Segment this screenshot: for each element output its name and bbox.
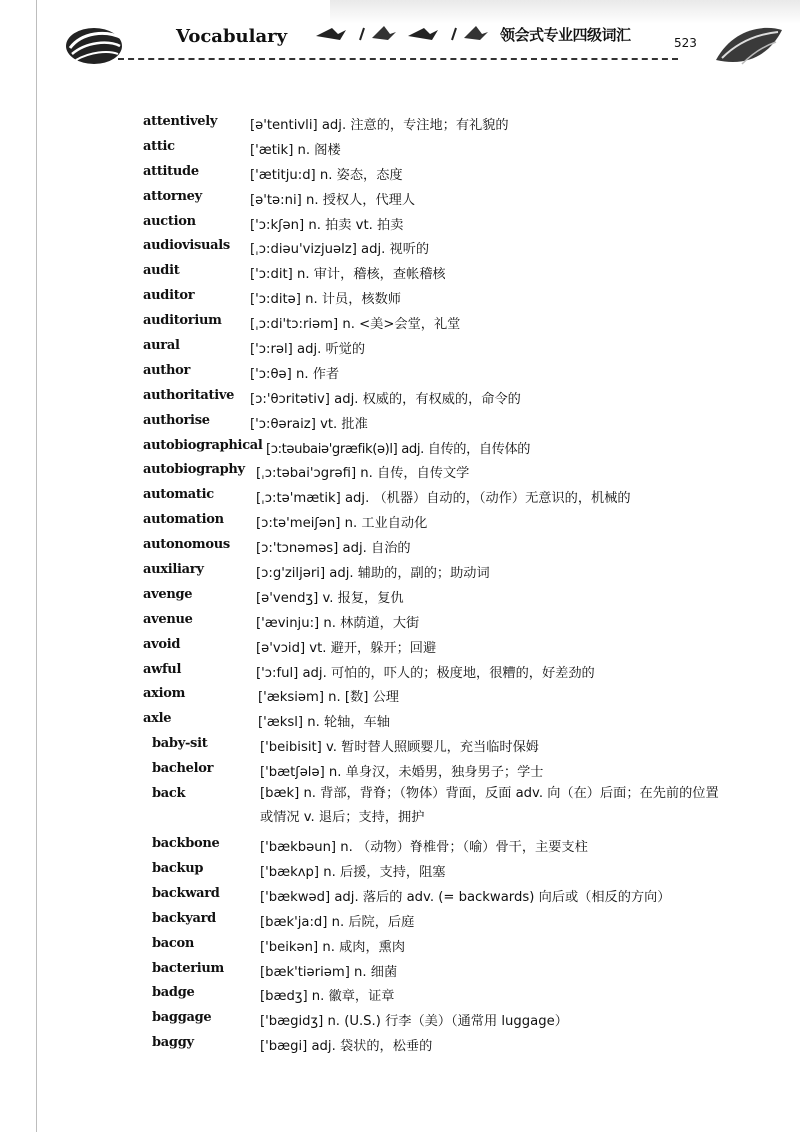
list-item (0, 907, 800, 932)
list-item (0, 1006, 800, 1031)
entry-word: autonomous (143, 537, 230, 553)
entry-word: autobiographical (143, 437, 263, 453)
entry-definition: ['beikən] n. 咸肉，熏肉 (260, 939, 406, 955)
entry-definition: ['bækwəd] adj. 落后的 adv. (= backwards) 向后或（相反的方向） (260, 889, 671, 905)
entry-word: avoid (143, 636, 181, 652)
entry-definition: ['ɔ:ditə] n. 计员，核数师 (250, 292, 401, 308)
entry-definition: [ɔ:'θɔritətiv] adj. 权威的，有权威的，命令的 (250, 391, 521, 407)
leaf-ornament-right-icon (712, 20, 784, 76)
entry-word: awful (143, 661, 182, 677)
entry-definition: ['ɔ:rəl] adj. 听觉的 (250, 342, 366, 358)
list-item (0, 135, 800, 160)
list-item (0, 284, 800, 309)
list-item (0, 309, 800, 334)
header-subtitle: 领会式专业四级词汇 (500, 26, 631, 44)
entry-word: axiom (143, 686, 186, 702)
entry-definition: ['bætʃələ] n. 单身汉，未婚男，独身男子；学士 (260, 765, 544, 781)
list-item (0, 707, 800, 732)
bird-ornament-icon (312, 22, 502, 44)
entry-definition: [ɔ:g'ziljəri] adj. 辅助的，副的；助动词 (256, 566, 490, 582)
entry-word: auction (143, 213, 196, 229)
entry-word: backward (152, 885, 220, 901)
entry-word: back (152, 786, 186, 802)
entry-definition: [bædʒ] n. 徽章，证章 (260, 989, 395, 1005)
list-item (0, 832, 800, 857)
entry-definition: ['ɔ:ful] adj. 可怕的，吓人的；极度地，很糟的，好差劲的 (256, 665, 595, 681)
entry-definition: ['bækbəun] n. （动物）脊椎骨；（喻）骨干，主要支柱 (260, 840, 588, 856)
entry-definition: ['ɔ:kʃən] n. 拍卖 vt. 拍卖 (250, 217, 404, 233)
entry-word: automatic (143, 487, 214, 503)
entry-word: bachelor (152, 761, 214, 777)
list-item (0, 458, 800, 483)
leaf-ornament-left-icon (64, 24, 128, 68)
entry-definition: [ɔ:'tɔnəməs] adj. 自治的 (256, 541, 411, 557)
list-item (0, 434, 800, 459)
entry-definition: [ə'vɔid] vt. 避开，躲开；回避 (256, 640, 437, 656)
entry-definition: [ə'tə:ni] n. 授权人，代理人 (250, 192, 416, 208)
page-number: 523 (674, 36, 697, 50)
entry-definition: ['beibisit] v. 暂时替人照顾婴儿，充当临时保姆 (260, 740, 539, 756)
entry-word: attic (143, 138, 175, 154)
list-item (0, 757, 800, 782)
entry-word: bacon (152, 935, 195, 951)
entry-definition: [ə'tentivli] adj. 注意的，专注地；有礼貌的 (250, 118, 509, 133)
list-item (0, 508, 800, 533)
list-item (0, 185, 800, 210)
entry-word: backyard (152, 910, 216, 926)
entry-word: baby-sit (152, 736, 208, 752)
entry-word: axle (143, 711, 172, 727)
list-item (0, 259, 800, 284)
header-title: Vocabulary (176, 26, 288, 47)
entry-word: badge (152, 985, 195, 1001)
entry-word: audit (143, 263, 180, 279)
entry-word: author (143, 362, 191, 378)
entry-definition: ['ɔ:θəraiz] vt. 批准 (250, 416, 368, 432)
entry-definition: [ɔ:təubaiə'græfik(ə)l] adj. 自传的，自传体的 (266, 441, 531, 457)
entry-word: authoritative (143, 387, 235, 403)
entry-definition: ['ætik] n. 阁楼 (250, 142, 341, 158)
entry-word: attentively (143, 114, 218, 129)
entry-definition: ['ɔ:θə] n. 作者 (250, 366, 340, 382)
list-item (0, 882, 800, 907)
list-item (0, 608, 800, 633)
list-item (0, 234, 800, 259)
entry-word: avenue (143, 611, 193, 627)
entry-definition: ['bækʌp] n. 后援，支持，阻塞 (260, 864, 446, 880)
list-item (0, 782, 800, 832)
entry-definition: ['æksl] n. 轮轴，车轴 (258, 715, 390, 731)
entry-definition: ['bægi] adj. 袋状的，松垂的 (260, 1039, 433, 1055)
entry-definition: ['bægidʒ] n. (U.S.) 行李（美）（通常用 luggage） (260, 1014, 568, 1030)
list-item (0, 633, 800, 658)
entry-word: bacterium (152, 960, 224, 976)
header-dashed-rule (118, 58, 678, 60)
entry-definition: [bæk] n. 背部，背脊；（物体）背面，反面 adv. 向（在）后面；在先前的位置或情况 v. 退后；支持，拥护 (260, 786, 719, 826)
list-item (0, 210, 800, 235)
list-item (0, 1031, 800, 1056)
entry-definition: ['æksiəm] n. [数] 公理 (258, 690, 399, 706)
vocabulary-list (0, 110, 800, 1056)
entry-definition: [bæk'tiəriəm] n. 细菌 (260, 964, 398, 980)
list-item (0, 359, 800, 384)
entry-word: backup (152, 860, 204, 876)
entry-definition: ['ætitju:d] n. 姿态，态度 (250, 167, 403, 183)
list-item (0, 981, 800, 1006)
list-item (0, 932, 800, 957)
entry-definition: [ə'vendʒ] v. 报复，复仇 (256, 590, 404, 606)
list-item (0, 334, 800, 359)
entry-definition: [ˌɔ:təbai'ɔgrəfi] n. 自传，自传文学 (256, 466, 470, 482)
list-item (0, 483, 800, 508)
list-item (0, 732, 800, 757)
entry-word: auditorium (143, 313, 222, 329)
list-item (0, 857, 800, 882)
entry-word: auditor (143, 288, 195, 304)
entry-definition: [bæk'ja:d] n. 后院，后庭 (260, 914, 415, 930)
entry-word: aural (143, 338, 180, 354)
list-item (0, 160, 800, 185)
entry-definition: [ˌɔ:di'tɔ:riəm] n. <美>会堂，礼堂 (250, 317, 461, 333)
entry-word: autobiography (143, 462, 245, 478)
entry-word: backbone (152, 836, 220, 852)
list-item (0, 658, 800, 683)
entry-definition: [ˌɔ:diəu'vizjuəlz] adj. 视听的 (250, 242, 430, 258)
entry-definition: ['ɔ:dit] n. 审计，稽核，查帐稽核 (250, 267, 446, 283)
entry-word: avenge (143, 586, 193, 602)
list-item (0, 957, 800, 982)
entry-word: baggage (152, 1010, 212, 1026)
entry-definition: [ˌɔ:tə'mætik] adj. （机器）自动的，（动作）无意识的，机械的 (256, 491, 631, 507)
entry-word: auxiliary (143, 562, 204, 578)
list-item (0, 533, 800, 558)
entry-word: baggy (152, 1035, 194, 1051)
entry-definition: [ɔ:tə'meiʃən] n. 工业自动化 (256, 516, 428, 532)
list-item (0, 583, 800, 608)
list-item (0, 110, 800, 135)
list-item (0, 409, 800, 434)
list-item (0, 558, 800, 583)
entry-word: authorise (143, 412, 210, 428)
entry-word: attorney (143, 188, 202, 204)
entry-word: audiovisuals (143, 238, 230, 254)
list-item (0, 682, 800, 707)
list-item (0, 384, 800, 409)
entry-definition: ['ævinju:] n. 林荫道，大街 (256, 615, 420, 631)
entry-word: automation (143, 512, 224, 528)
entry-word: attitude (143, 163, 199, 179)
